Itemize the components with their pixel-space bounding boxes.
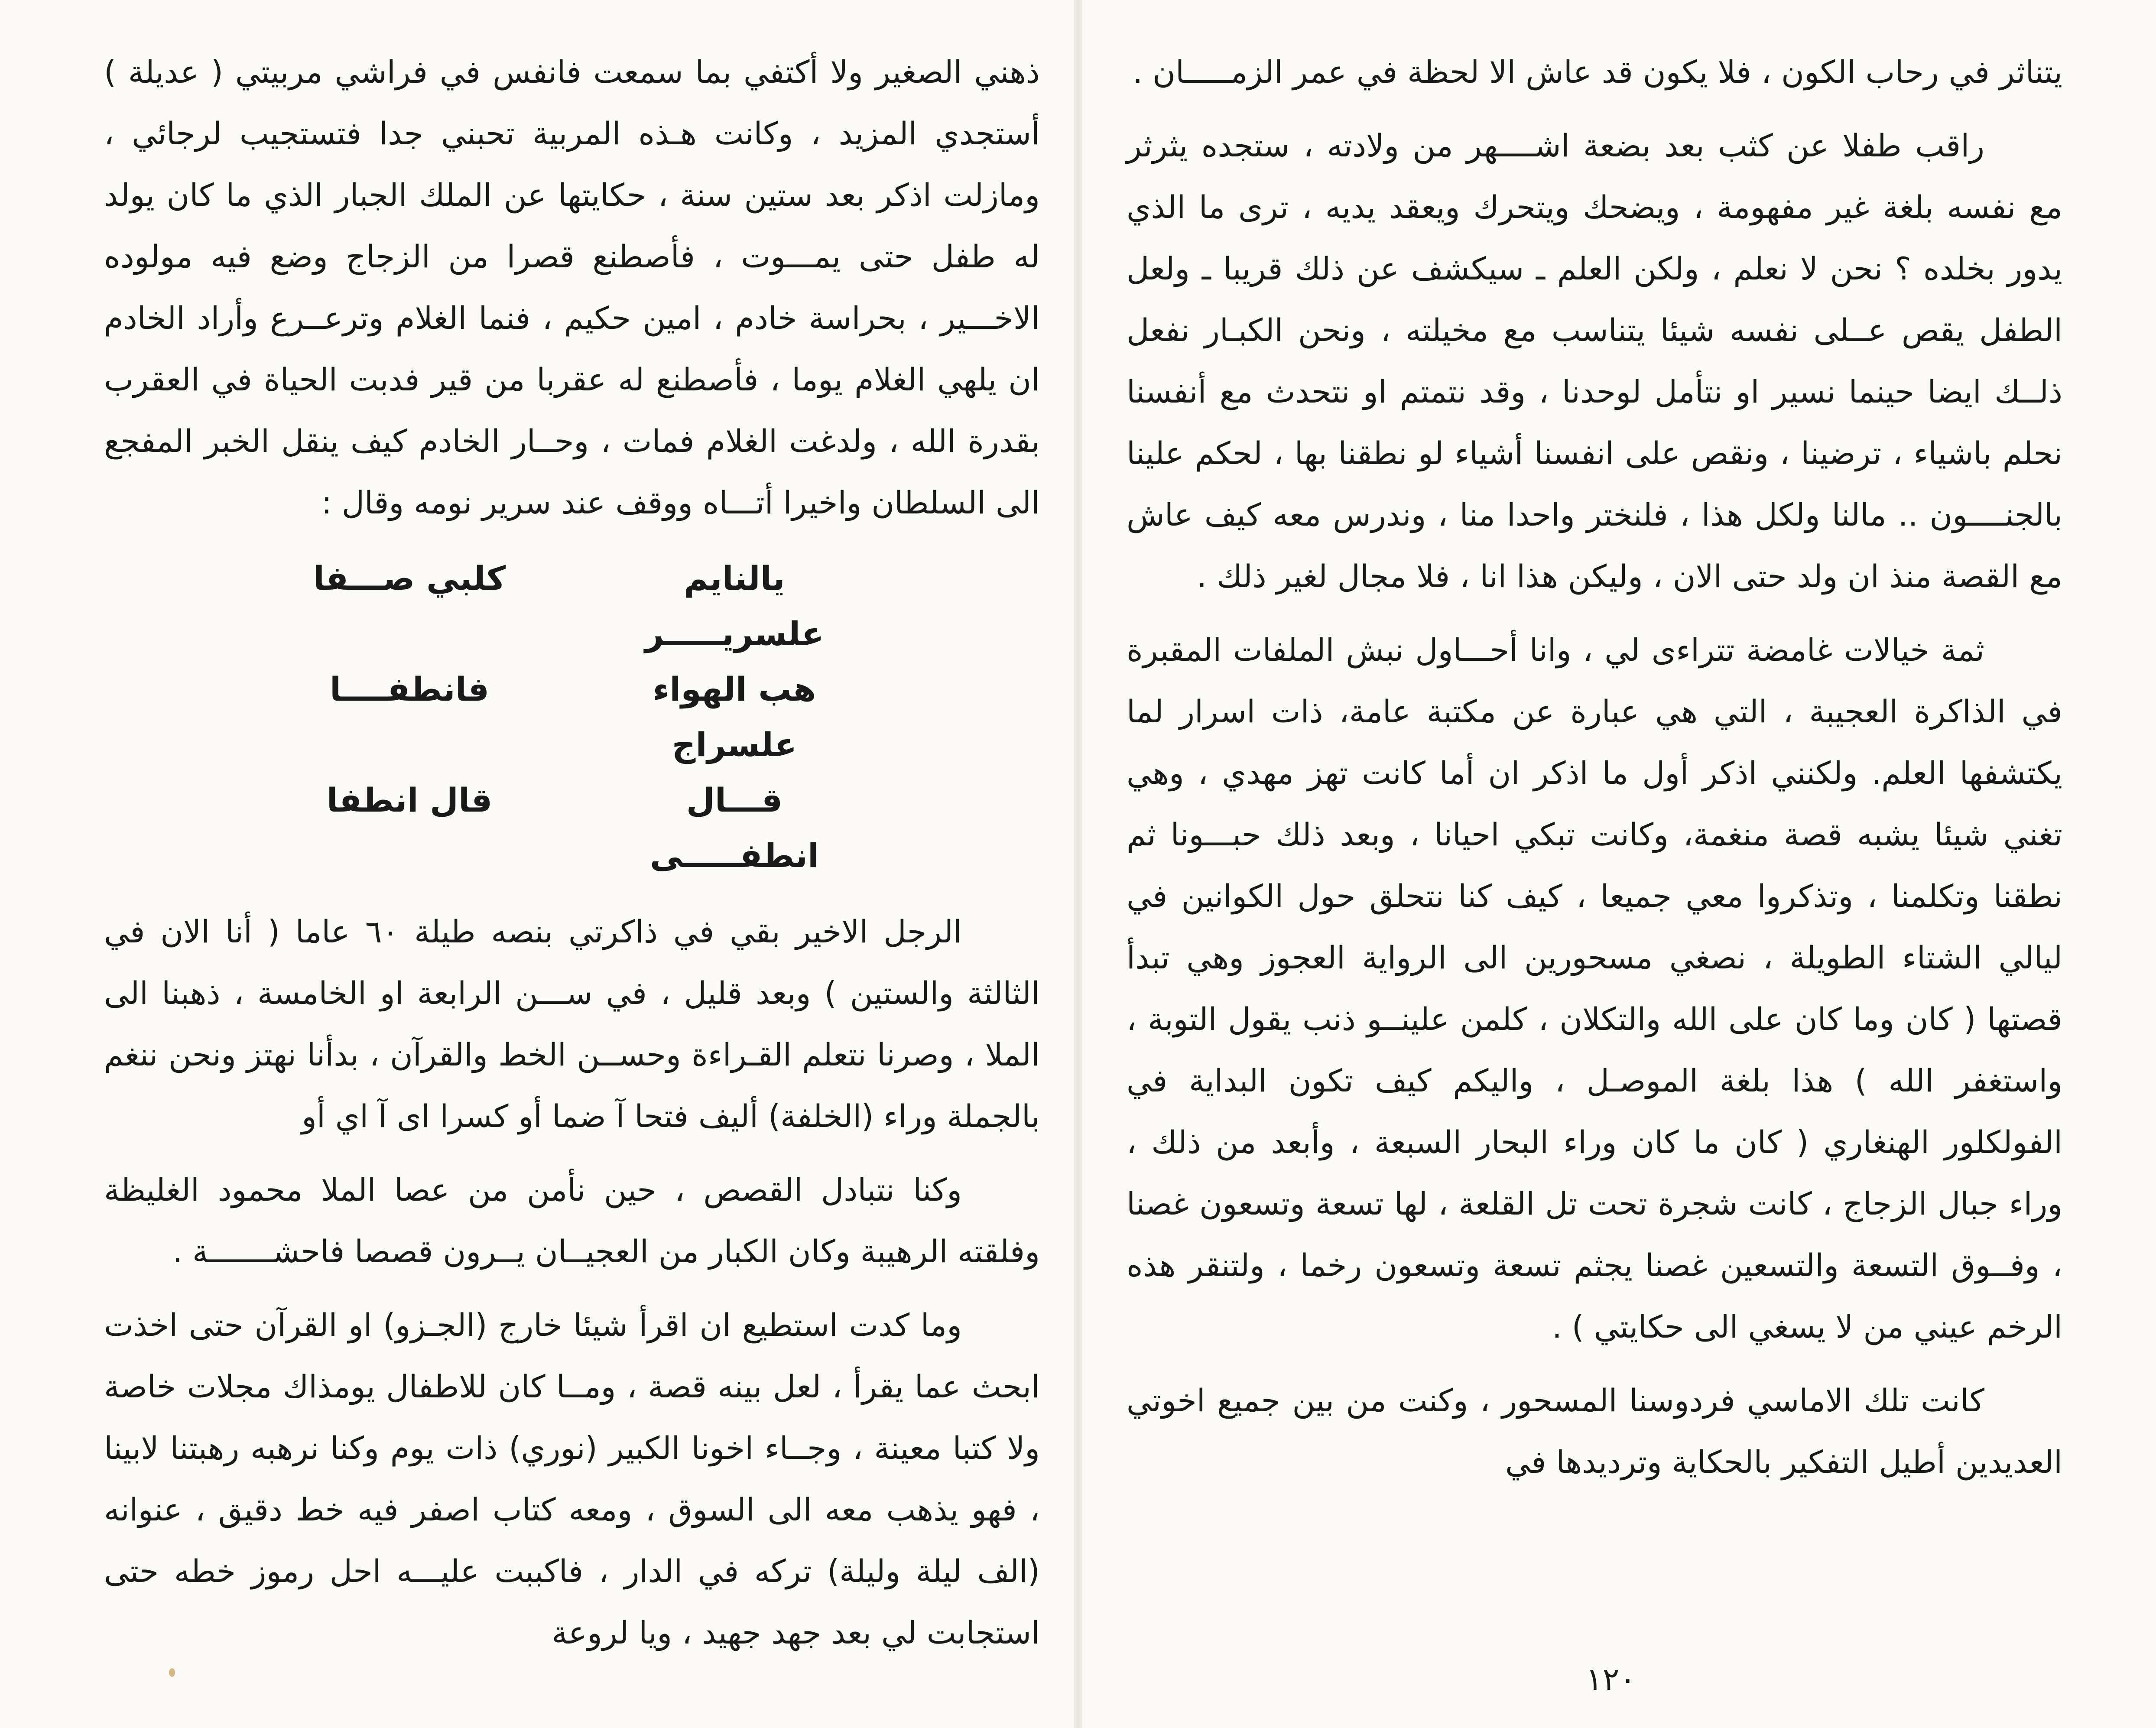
verse-line-2-second: فانطفــــا — [329, 670, 489, 708]
left-paragraph-3: وكنا نتبادل القصص ، حين نأمن من عصا الملا محمود الغليظة وفلقته الرهيبة وكان الكبار من العجيــان يــرون قصصا فاحشـــــــة . — [104, 1172, 1040, 1270]
right-paragraph-4: كانت تلك الاماسي فردوسنا المسحور ، وكنت من بين جميع اخوتي العديدين أطيل التفكير بالحكاية وترديدها في — [1127, 1382, 2062, 1480]
left-paragraph-2: الرجل الاخير بقي في ذاكرتي بنصه طيلة ٦٠ عاما ( أنا الان في الثالثة والستين ) وبعد قليل ، في ســـن الرابعة او الخامسة ، ذهبنا الى الملا ، وصرنا نتعلم القـراءة وحســن الخط والقرآن ، بدأنا نهتز ونحن ننغم بالجملة وراء (الخلفة) أليف فتحا آ ضما أو كسرا اى آ اي أو — [104, 913, 1040, 1134]
folk-verse — [279, 551, 864, 883]
left-paragraph-1: ذهني الصغير ولا أكتفي بما سمعت فانفس في فراشي مربيتي ( عديلة ) أستجدي المزيد ، وكانت هـذه المربية تحبني جدا فتستجيب لرجائي ، ومازلت اذكر بعد ستين سنة ، حكايتها عن الملك الجبار الذي ما كان يولد له طفل حتى يمـــوت ، فأصطنع قصرا من الزجاج وضع فيه مولوده الاخـــير ، بحراسة خادم ، امين حكيم ، فنما الغلام وترعــرع وأراد الخادم ان يلهي الغلام يوما ، فأصطنع له عقربا من قير فدبت الحياة في العقرب بقدرة الله ، ولدغت الغلام فمات ، وحــار الخادم كيف ينقل الخبر المفجع الى السلطان واخيرا أتـــاه ووقف عند سرير نومه وقال : — [104, 54, 1040, 521]
right-page-column — [1127, 41, 2062, 1505]
right-paragraph-1: يتناثر في رحاب الكون ، فلا يكون قد عاش الا لحظة في عمر الزمـــــان . — [1133, 54, 2062, 90]
left-page-column — [104, 41, 1040, 1676]
right-paragraph-2: راقب طفلا عن كثب بعد بضعة اشــــهر من ولادته ، ستجده يثرثر مع نفسه بلغة غير مفهومة ، ويضحك ويتحرك ويعقد يديه ، ترى ما الذي يدور بخلده ؟ نحن لا نعلم ، ولكن العلم ـ سيكشف عن ذلك قريبا ـ ولعل الطفل يقص عــلى نفسه شيئا يتناسب مع مخيلته ، ونحن الكبـار نفعل ذلــك ايضا حينما نسير او نتأمل لوحدنا ، وقد نتمتم او نتحدث مع أنفسنا نحلم باشياء ، ترضينا ، ونقص على انفسنا أشياء لو نطقنا بها ، لحكم علينا بالجنــــون .. مالنا ولكل هذا ، فلنختر واحدا منا ، وندرس معه كيف عاش مع القصة منذ ان ولد حتى الان ، وليكن هذا انا ، فلا مجال لغير ذلك . — [1127, 127, 2062, 594]
verse-line-3-second: قال انطفا — [326, 781, 493, 819]
left-paragraph-4: وما كدت استطيع ان اقرأ شيئا خارج (الجـزو) او القرآن حتى اخذت ابحث عما يقرأ ، لعل بينه قصة ، ومــا كان للاطفال يومذاك مجلات خاصة ولا كتبا معينة ، وجــاء اخونا الكبير (نوري) ذات يوم وكنا نرهبه رهبتنا لابينا ، فهو يذهب معه الى السوق ، ومعه كتاب اصفر فيه خط دقيق ، عنوانه (الف ليلة وليلة) تركه في الدار ، فاكببت عليـــه احل رموز خطه حتى استجابت لي بعد جهد جهيد ، ويا لروعة — [104, 1307, 1040, 1651]
verse-line-2-first: هب الهواء علسراج — [653, 670, 816, 764]
verse-line-1-first: يالنايم علسريـــــر — [645, 559, 824, 653]
paper-stain — [169, 1668, 175, 1677]
verse-line-1-second: كلبي صـــفا — [313, 559, 506, 598]
right-paragraph-3: ثمة خيالات غامضة تتراءى لي ، وانا أحـــاول نبش الملفات المقبرة في الذاكرة العجيبة ، التي هي عبارة عن مكتبة عامة، ذات اسرار لما يكتشفها العلم. ولكنني اذكر أول ما اذكر ان أما كانت تهز مهدي ، وهي تغني شيئا يشبه قصة منغمة، وكانت تبكي احيانا ، وبعد ذلك حبـــونا ثم نطقنا وتكلمنا ، وتذكروا معي جميعا ، كيف كنا نتحلق حول الكوانين في ليالي الشتاء الطويلة ، نصغي مسحورين الى الرواية العجوز وهي تبدأ قصتها ( كان وما كان على الله والتكلان ، كلمن علينــو ذنب يقول التوبة ، واستغفر الله ) هذا بلغة الموصـل ، واليكم كيف تكون البداية في الفولكلور الهنغاري ( كان ما كان وراء البحار السبعة ، وأبعد من ذلك ، وراء جبال الزجاج ، كانت شجرة تحت تل القلعة ، لها تسعة وتسعون غصنا ، وفــوق التسعة والتسعين غصنا يجثم تسعة وتسعون رخما ، ولتنقر هذه الرخم عيني من لا يسغي الى حكايتي ) . — [1127, 632, 2062, 1345]
page-number: ١٢٠ — [1586, 1661, 1636, 1697]
page-gutter — [1074, 0, 1082, 1728]
verse-line-3-first: قـــال انطفـــــى — [649, 781, 819, 875]
